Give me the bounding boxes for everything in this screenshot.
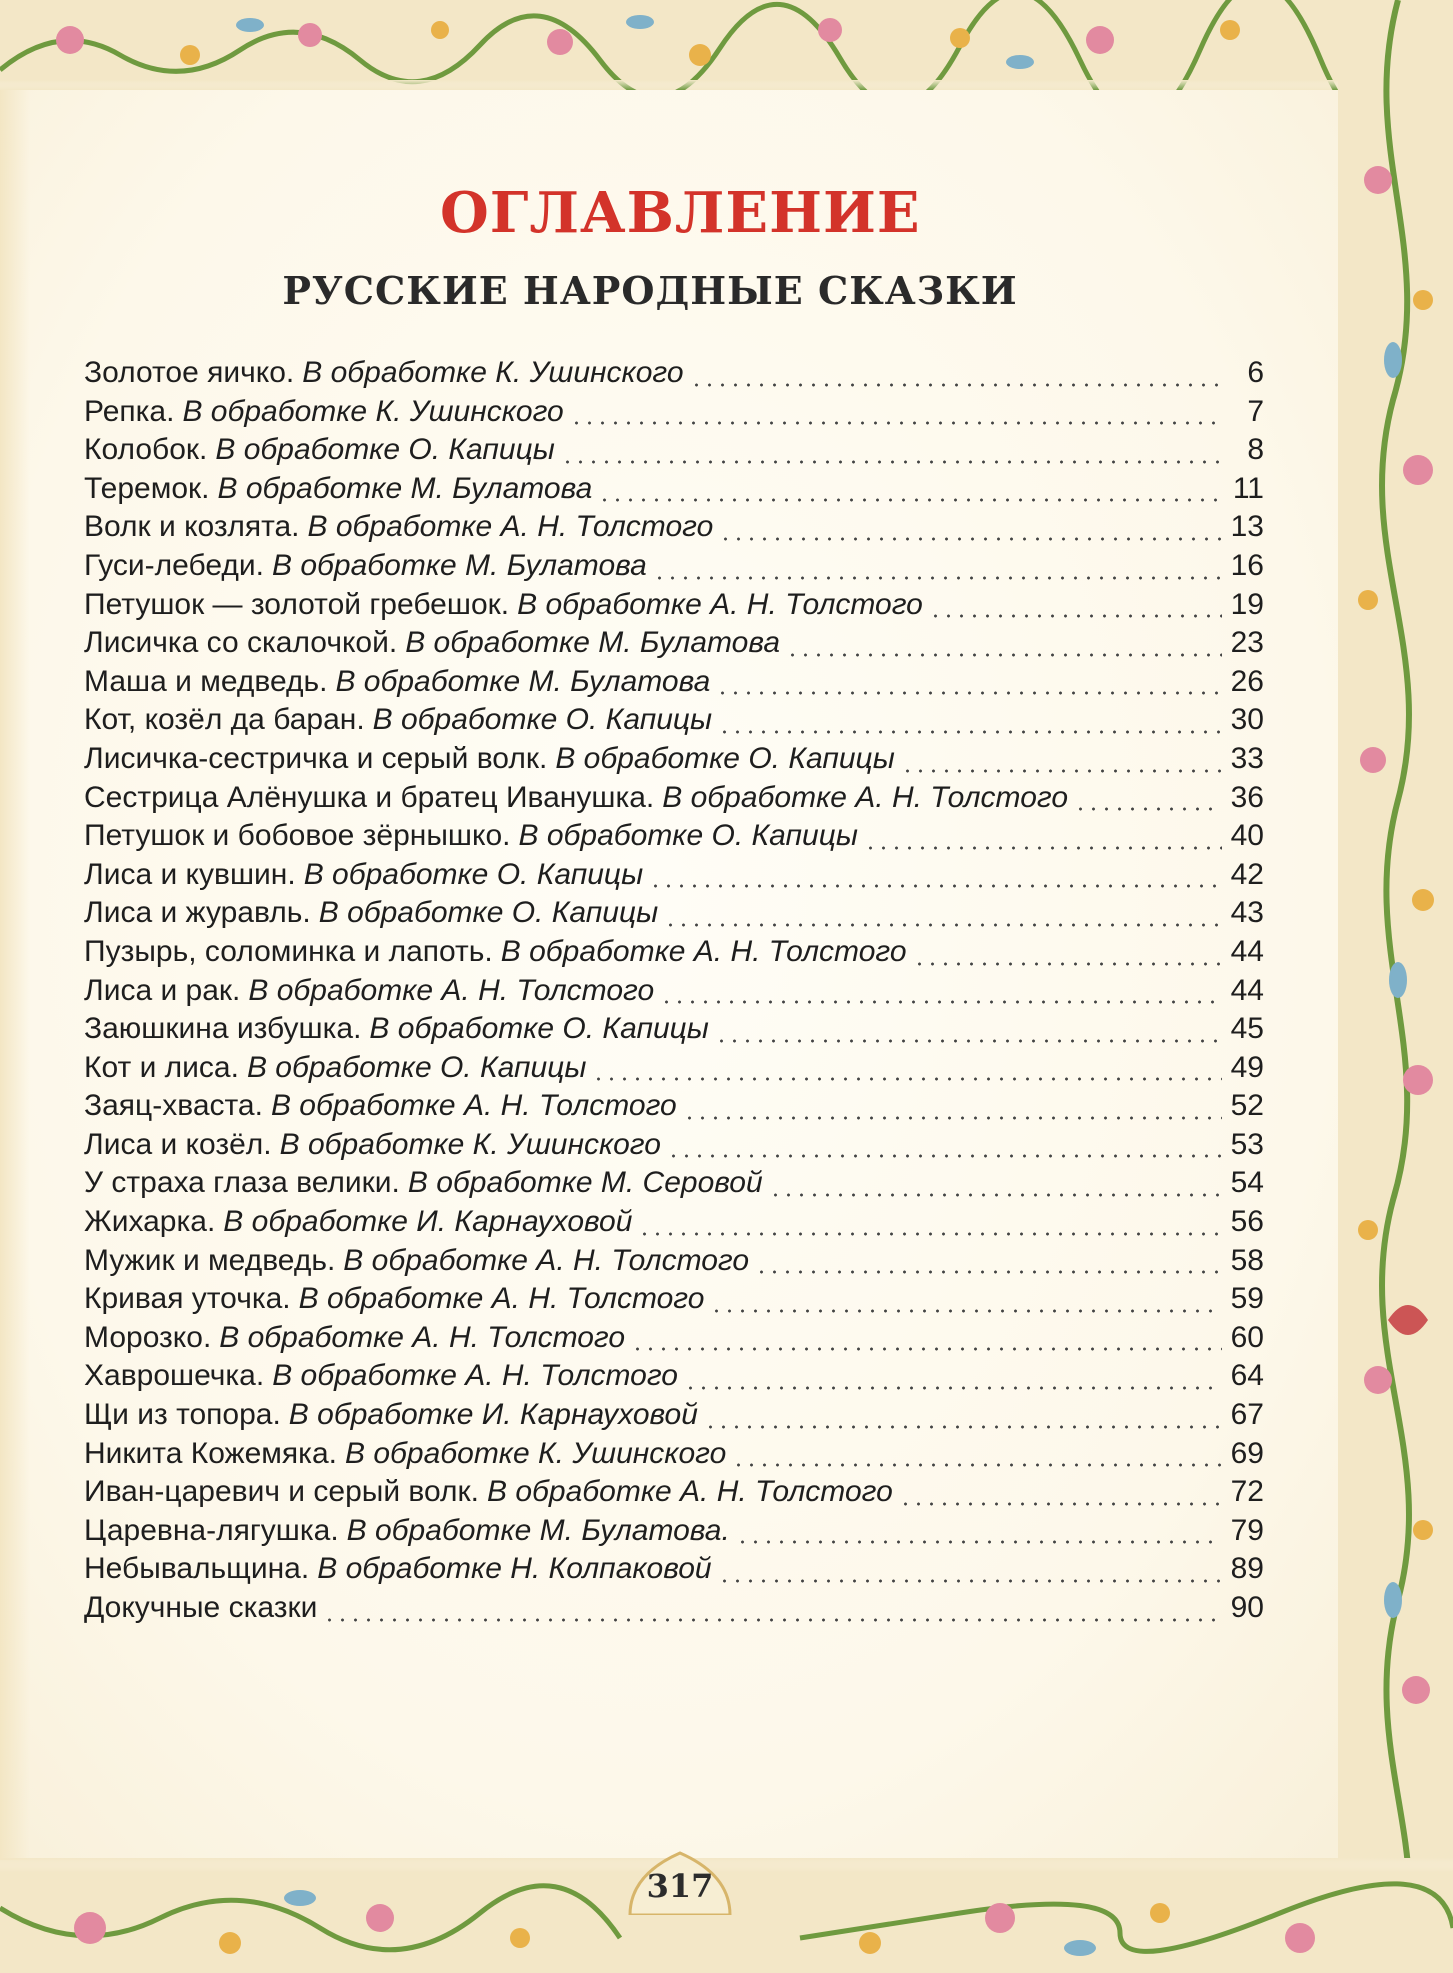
page-number-medallion	[620, 1845, 740, 1915]
table-of-contents	[84, 356, 1264, 1630]
toc-entry[interactable]	[84, 395, 1264, 434]
toc-entry[interactable]	[84, 781, 1264, 820]
toc-entry-title: Гуси-лебеди.	[84, 548, 264, 582]
toc-entry-title: Волк и козлята.	[84, 510, 300, 544]
dot-leader	[769, 1193, 1222, 1197]
toc-entry-credit: В обработке К. Ушинского	[279, 1127, 661, 1161]
toc-entry-credit: В обработке К. Ушинского	[182, 394, 564, 428]
toc-entry-title: Щи из топора.	[84, 1398, 281, 1432]
toc-entry-credit: В обработке И. Карнауховой	[288, 1398, 698, 1432]
dot-leader	[683, 1116, 1222, 1120]
page-title: ОГЛАВЛЕНИЕ	[440, 180, 921, 246]
toc-entry-credit: В обработке О. Капицы	[555, 741, 895, 775]
dot-leader	[660, 1000, 1222, 1004]
toc-entry-page: 40	[1230, 819, 1264, 853]
toc-entry-title: Кот и лиса.	[84, 1050, 239, 1084]
page-number: 317	[646, 1867, 714, 1905]
toc-entry-title: Заюшкина избушка.	[84, 1012, 362, 1046]
toc-entry-title: Небывальщина.	[84, 1552, 310, 1586]
dot-leader	[719, 537, 1222, 541]
toc-entry-page: 7	[1247, 394, 1264, 428]
toc-entry-credit: В обработке М. Булатова	[271, 548, 647, 582]
dot-leader	[638, 1232, 1222, 1236]
toc-entry[interactable]	[84, 1475, 1264, 1514]
dot-leader	[649, 884, 1222, 888]
toc-entry-title: Никита Кожемяка.	[84, 1436, 337, 1470]
toc-entry-title: Лиса и кувшин.	[84, 857, 296, 891]
toc-entry[interactable]	[84, 1321, 1264, 1360]
toc-entry-title: У страха глаза велики.	[84, 1166, 400, 1200]
dot-leader	[561, 460, 1222, 464]
toc-entry-title: Петушок и бобовое зёрнышко.	[84, 819, 511, 853]
toc-entry-page: 16	[1230, 548, 1264, 582]
dot-leader	[598, 498, 1222, 502]
toc-entry-credit: В обработке Н. Колпаковой	[317, 1552, 712, 1586]
dot-leader	[899, 1502, 1222, 1506]
toc-entry-credit: В обработке М. Булатова	[217, 471, 593, 505]
dot-leader	[631, 1347, 1222, 1351]
toc-entry-page: 49	[1230, 1050, 1264, 1084]
toc-entry-title: Репка.	[84, 394, 175, 428]
toc-entry-title: Мужик и медведь.	[84, 1243, 336, 1277]
toc-entry-credit: В обработке А. Н. Толстого	[219, 1320, 626, 1354]
toc-entry[interactable]	[84, 1552, 1264, 1591]
toc-entry[interactable]	[84, 549, 1264, 588]
toc-entry-page: 56	[1230, 1205, 1264, 1239]
toc-entry[interactable]	[84, 1128, 1264, 1167]
toc-entry[interactable]	[84, 1437, 1264, 1476]
toc-entry[interactable]	[84, 1359, 1264, 1398]
toc-entry-credit: В обработке О. Капицы	[369, 1012, 709, 1046]
dot-leader	[786, 653, 1222, 657]
toc-entry-title: Морозко.	[84, 1320, 212, 1354]
toc-entry-title: Маша и медведь.	[84, 664, 328, 698]
toc-entry-page: 33	[1230, 741, 1264, 775]
toc-entry-credit: В обработке А. Н. Толстого	[248, 973, 655, 1007]
dot-leader	[570, 421, 1222, 425]
toc-entry[interactable]	[84, 1051, 1264, 1090]
dot-leader	[704, 1425, 1222, 1429]
dot-leader	[1074, 807, 1222, 811]
toc-entry-credit: В обработке О. Капицы	[318, 896, 659, 930]
dot-leader	[710, 1309, 1222, 1313]
dot-leader	[736, 1540, 1222, 1544]
toc-entry-title: Лиса и рак.	[84, 973, 241, 1007]
dot-leader	[323, 1618, 1222, 1622]
toc-entry-page: 69	[1230, 1436, 1264, 1470]
toc-entry-credit: В обработке А. Н. Толстого	[298, 1282, 705, 1316]
toc-entry-page: 64	[1230, 1359, 1264, 1393]
toc-entry-credit: В обработке А. Н. Толстого	[272, 1359, 678, 1393]
toc-entry-page: 13	[1230, 510, 1264, 544]
toc-entry-title: Лисичка-сестричка и серый волк.	[84, 741, 548, 775]
toc-entry-page: 79	[1230, 1513, 1264, 1547]
toc-entry-page: 45	[1230, 1012, 1264, 1046]
toc-entry-credit: В обработке О. Капицы	[246, 1050, 587, 1084]
toc-entry-credit: В обработке М. Булатова	[335, 664, 711, 698]
toc-entry-credit: В обработке О. Капицы	[215, 433, 555, 467]
toc-entry-page: 44	[1230, 934, 1264, 968]
toc-entry-page: 11	[1232, 471, 1264, 505]
toc-entry-title: Докучные сказки	[84, 1591, 318, 1624]
toc-entry-page: 36	[1230, 780, 1264, 814]
toc-entry[interactable]	[84, 1166, 1264, 1205]
toc-entry[interactable]	[84, 1398, 1264, 1437]
ornament-border-top	[0, 0, 1453, 90]
toc-entry[interactable]	[84, 1089, 1264, 1128]
section-title: РУССКИЕ НАРОДНЫЕ СКАЗКИ	[282, 268, 1018, 313]
toc-entry-credit: В обработке О. Капицы	[372, 703, 713, 737]
dot-leader	[715, 1039, 1222, 1043]
toc-entry-page: 58	[1230, 1243, 1264, 1277]
toc-entry-page: 26	[1230, 664, 1264, 698]
toc-entry-title: Колобок.	[84, 433, 208, 467]
toc-entry-page: 8	[1247, 433, 1264, 467]
toc-entry-page: 60	[1230, 1320, 1264, 1354]
toc-entry-credit: В обработке А. Н. Толстого	[343, 1243, 750, 1277]
dot-leader	[755, 1270, 1222, 1274]
toc-entry[interactable]	[84, 356, 1264, 395]
toc-entry-page: 53	[1230, 1127, 1264, 1161]
toc-entry-page: 19	[1230, 587, 1264, 621]
dot-leader	[653, 576, 1222, 580]
toc-entry-page: 89	[1230, 1552, 1264, 1586]
toc-entry[interactable]	[84, 626, 1264, 665]
toc-entry-credit: В обработке А. Н. Толстого	[500, 934, 907, 968]
toc-entry-page: 67	[1230, 1398, 1264, 1432]
toc-entry-credit: В обработке М. Булатова.	[346, 1513, 730, 1547]
toc-entry-credit: В обработке М. Серовой	[407, 1166, 763, 1200]
toc-entry[interactable]	[84, 433, 1264, 472]
toc-entry[interactable]	[84, 703, 1264, 742]
toc-entry-credit: В обработке И. Карнауховой	[223, 1205, 633, 1239]
toc-entry-page: 6	[1247, 356, 1264, 389]
toc-entry-credit: В обработке А. Н. Толстого	[270, 1089, 677, 1123]
toc-entry-page: 90	[1230, 1591, 1264, 1624]
toc-entry[interactable]	[84, 1244, 1264, 1283]
toc-entry[interactable]	[84, 1012, 1264, 1051]
toc-entry[interactable]	[84, 974, 1264, 1013]
toc-entry-title: Теремок.	[84, 471, 210, 505]
toc-entry-title: Пузырь, соломинка и лапоть.	[84, 934, 493, 968]
toc-entry-page: 72	[1230, 1475, 1264, 1509]
dot-leader	[684, 1386, 1222, 1390]
toc-entry-credit: В обработке К. Ушинского	[302, 356, 684, 389]
toc-entry-title: Сестрица Алёнушка и братец Иванушка.	[84, 780, 655, 814]
toc-entry-credit: В обработке О. Капицы	[518, 819, 858, 853]
toc-entry[interactable]	[84, 472, 1264, 511]
toc-entry-title: Золотое яичко.	[84, 356, 295, 389]
toc-entry[interactable]	[84, 896, 1264, 935]
toc-entry[interactable]	[84, 1205, 1264, 1244]
toc-entry-title: Жихарка.	[84, 1205, 216, 1239]
toc-entry-credit: В обработке А. Н. Толстого	[517, 587, 923, 621]
dot-leader	[592, 1077, 1222, 1081]
toc-entry-page: 44	[1230, 973, 1264, 1007]
toc-entry-page: 43	[1230, 896, 1264, 930]
toc-entry[interactable]	[84, 742, 1264, 781]
dot-leader	[864, 846, 1222, 850]
dot-leader	[732, 1463, 1222, 1467]
toc-entry-title: Хаврошечка.	[84, 1359, 265, 1393]
toc-entry-title: Петушок — золотой гребешок.	[84, 587, 510, 621]
toc-entry-title: Иван-царевич и серый волк.	[84, 1475, 480, 1509]
dot-leader	[664, 923, 1222, 927]
toc-entry[interactable]	[84, 665, 1264, 704]
toc-entry-title: Лиса и журавль.	[84, 896, 311, 930]
dot-leader	[716, 691, 1222, 695]
dot-leader	[718, 730, 1222, 734]
dot-leader	[690, 383, 1222, 387]
toc-entry-title: Лиса и козёл.	[84, 1127, 272, 1161]
toc-entry[interactable]	[84, 1591, 1264, 1630]
toc-entry[interactable]	[84, 858, 1264, 897]
toc-entry[interactable]	[84, 1282, 1264, 1321]
toc-entry-credit: В обработке М. Булатова	[405, 626, 781, 660]
toc-entry[interactable]	[84, 1514, 1264, 1553]
toc-entry-title: Заяц-хваста.	[84, 1089, 263, 1123]
toc-entry-title: Кот, козёл да баран.	[84, 703, 365, 737]
dot-leader	[913, 962, 1222, 966]
toc-entry-title: Царевна-лягушка.	[84, 1513, 339, 1547]
page-edge-shade	[0, 90, 30, 1860]
dot-leader	[718, 1579, 1222, 1583]
toc-entry-page: 30	[1230, 703, 1264, 737]
toc-entry-credit: В обработке О. Капицы	[303, 857, 644, 891]
toc-entry-page: 52	[1230, 1089, 1264, 1123]
toc-entry-page: 23	[1230, 626, 1264, 660]
toc-entry-page: 59	[1230, 1282, 1264, 1316]
dot-leader	[667, 1154, 1222, 1158]
toc-entry[interactable]	[84, 935, 1264, 974]
dot-leader	[929, 614, 1222, 618]
toc-entry-title: Кривая уточка.	[84, 1282, 291, 1316]
toc-entry-page: 42	[1230, 857, 1264, 891]
ornament-border-right	[1338, 0, 1453, 1973]
toc-entry[interactable]	[84, 510, 1264, 549]
toc-entry-page: 54	[1230, 1166, 1264, 1200]
toc-entry-credit: В обработке А. Н. Толстого	[307, 510, 714, 544]
toc-entry-credit: В обработке А. Н. Толстого	[487, 1475, 893, 1509]
toc-entry[interactable]	[84, 588, 1264, 627]
dot-leader	[901, 769, 1222, 773]
toc-entry-credit: В обработке А. Н. Толстого	[662, 780, 1069, 814]
toc-entry[interactable]	[84, 819, 1264, 858]
toc-entry-credit: В обработке К. Ушинского	[344, 1436, 727, 1470]
toc-entry-title: Лисичка со скалочкой.	[84, 626, 398, 660]
